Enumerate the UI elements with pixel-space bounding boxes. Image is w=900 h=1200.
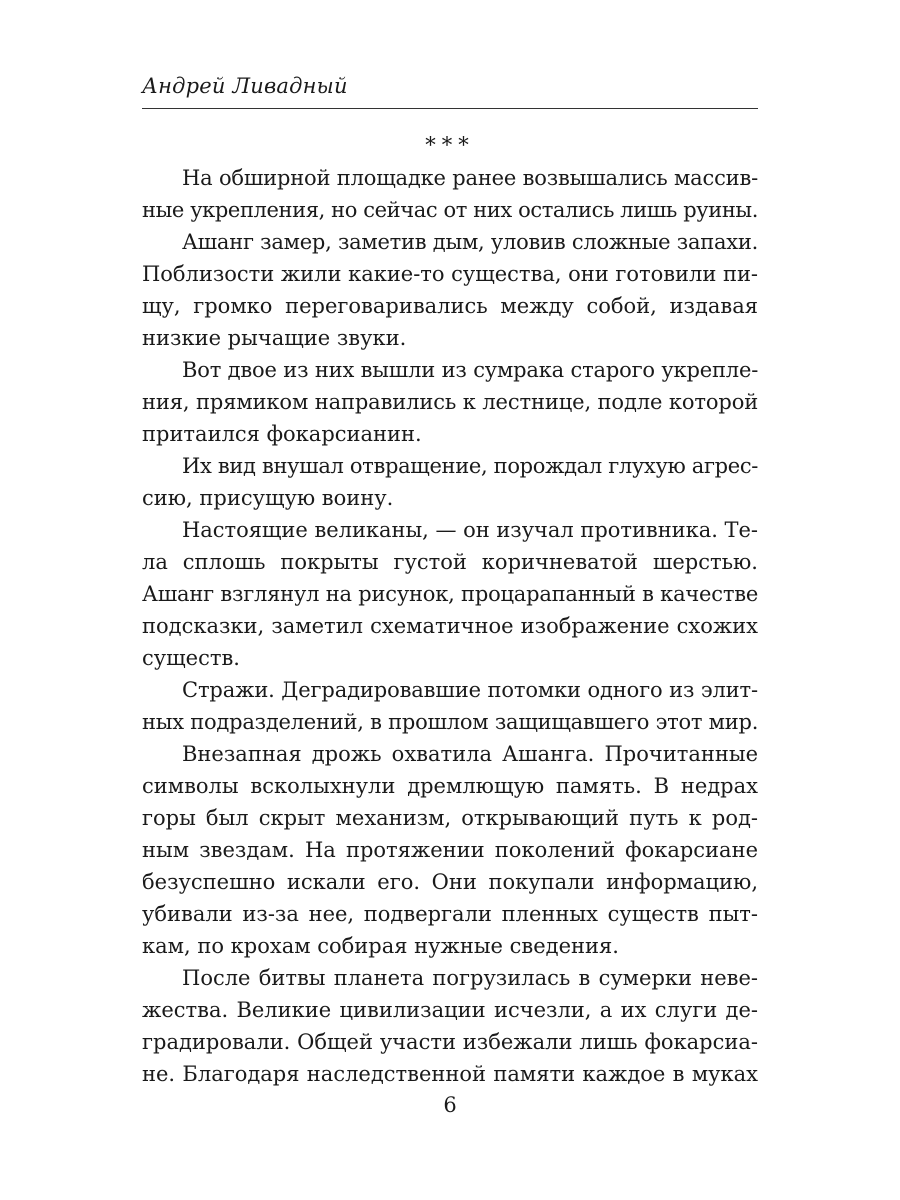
text-line: жества. Великие цивилизации исчезли, а их слуги де- — [142, 998, 758, 1022]
paragraph — [142, 450, 758, 514]
text-line: После битвы планета погрузилась в сумерки неве- — [182, 966, 758, 990]
paragraph — [142, 162, 758, 226]
text-line: подсказки, заметил схематичное изображение схожих — [142, 614, 758, 638]
text-line: горы был скрыт механизм, открывающий путь к род- — [142, 806, 758, 830]
author-name: Андрей Ливадный — [142, 74, 348, 98]
text-line: Стражи. Деградировавшие потомки одного из элит- — [182, 678, 758, 702]
text-line: символы всколыхнули дремлющую память. В недрах — [142, 774, 758, 798]
text-line: На обширной площадке ранее возвышались массив- — [182, 166, 758, 190]
text-line: щу, громко переговаривались между собой, издавая — [142, 294, 758, 318]
text-line: Вот двое из них вышли из сумрака старого укрепле- — [182, 358, 759, 382]
text-line: Ашанг взглянул на рисунок, процарапанный в качестве — [142, 582, 759, 606]
running-head — [142, 74, 758, 109]
paragraph — [142, 962, 758, 1090]
text-line: кам, по крохам собирая нужные сведения. — [142, 934, 619, 958]
text-line: ным звездам. На протяжении поколений фокарсиане — [142, 838, 758, 862]
text-line: Поблизости жили какие-то существа, они готовили пи- — [142, 262, 758, 286]
text-line: Настоящие великаны, — он изучал противника. Те- — [182, 518, 758, 542]
text-line: Внезапная дрожь охватила Ашанга. Прочитанные — [182, 742, 758, 766]
text-line: безуспешно искали его. Они покупали информацию, — [142, 870, 758, 894]
text-line: ния, прямиком направились к лестнице, подле которой — [142, 390, 759, 414]
paragraph — [142, 226, 758, 354]
page-number: 6 — [443, 1093, 457, 1117]
text-line: ла сплошь покрыты густой коричневатой шерстью. — [142, 550, 758, 574]
text-line: градировали. Общей участи избежали лишь фокарсиа- — [142, 1030, 758, 1054]
text-line: не. Благодаря наследственной памяти каждое в муках — [142, 1062, 758, 1086]
text-line: ных подразделений, в прошлом защищавшего этот мир. — [142, 710, 759, 734]
paragraph — [142, 674, 758, 738]
text-line: низкие рычащие звуки. — [142, 326, 407, 350]
text-line: притаился фокарсианин. — [142, 422, 422, 446]
text-line: убивали из-за нее, подвергали пленных существ пыт- — [142, 902, 758, 926]
text-line: Их вид внушал отвращение, порождал глухую агрес- — [182, 454, 759, 478]
paragraph — [142, 738, 758, 962]
text-line: Ашанг замер, заметив дым, уловив сложные запахи. — [182, 230, 758, 254]
text-line: существ. — [142, 646, 240, 670]
paragraph — [142, 514, 758, 674]
body-text — [142, 162, 758, 1090]
section-break: *** — [425, 133, 475, 157]
text-line: сию, присущую воину. — [142, 486, 394, 510]
text-line: ные укрепления, но сейчас от них остались лишь руины. — [142, 198, 759, 222]
paragraph — [142, 354, 758, 450]
